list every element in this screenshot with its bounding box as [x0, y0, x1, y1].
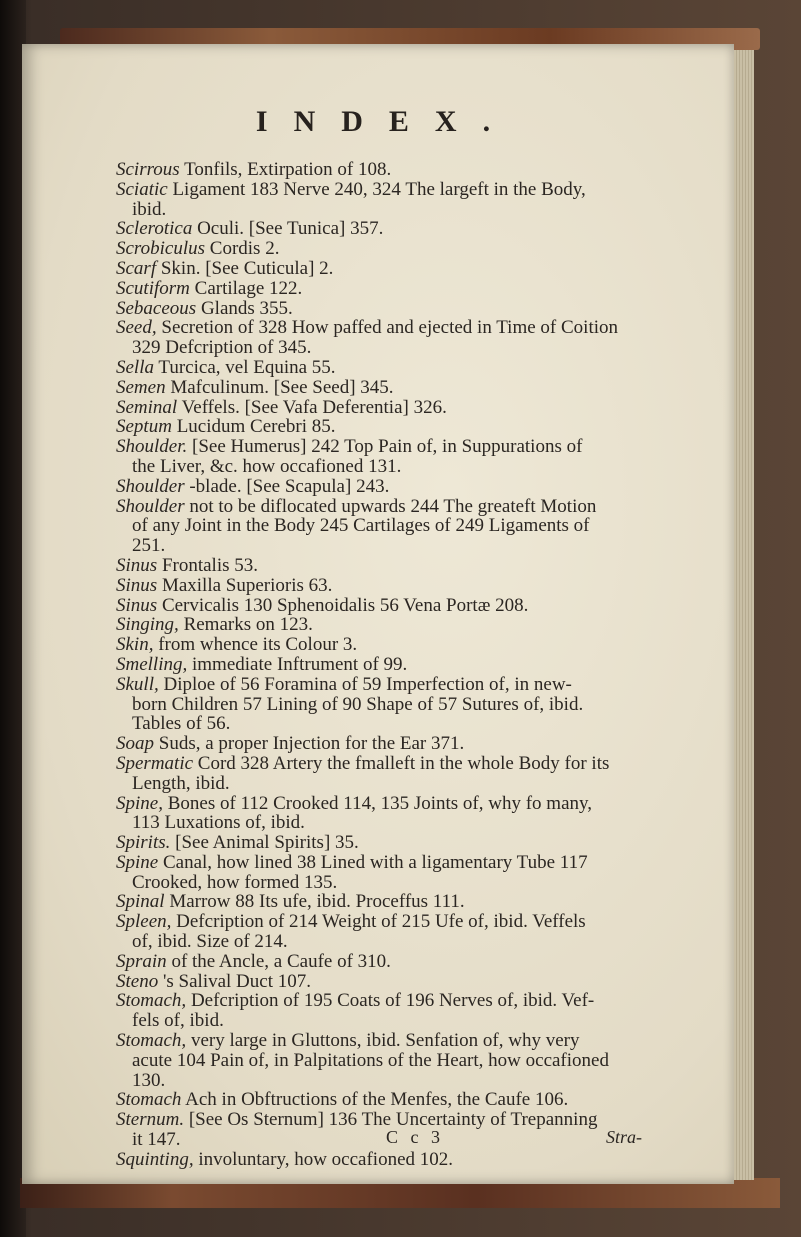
index-entry: [116, 1150, 656, 1170]
entry-term: Seed,: [116, 317, 157, 339]
entry-term: Spinal: [116, 891, 165, 913]
index-entry: [116, 1090, 656, 1110]
entry-text: Maxilla Superioris 63.: [161, 574, 333, 596]
entry-term: Sella: [116, 356, 154, 378]
entry-first-line: [116, 892, 656, 912]
entry-text: from whence its Colour 3.: [158, 634, 358, 656]
entry-first-line: [116, 833, 656, 853]
index-entry: [116, 952, 656, 972]
entry-term: Sprain: [116, 950, 167, 972]
index-entry: [116, 477, 656, 497]
index-entry: [116, 417, 656, 437]
entry-first-line: [116, 318, 656, 338]
entry-text: Tables of 56.: [132, 713, 231, 735]
entry-first-line: [116, 615, 656, 635]
entry-term: Shoulder: [116, 495, 185, 517]
entry-term: Sinus: [116, 554, 158, 576]
index-entry: [116, 279, 656, 299]
index-entry: [116, 853, 656, 893]
entry-text: Tonfils, Extirpation of 108.: [184, 159, 392, 180]
entry-term: Singing,: [116, 614, 179, 636]
page-header: INDEX.: [255, 105, 517, 138]
entry-text: fels of, ibid.: [132, 1010, 224, 1032]
entry-text: 's Salival Duct 107.: [162, 970, 311, 992]
entry-term: Septum: [116, 416, 172, 438]
entry-term: Seminal: [116, 396, 178, 418]
entry-continuation-line: [116, 338, 656, 358]
entry-text: Defcription of 195 Coats of 196 Nerves of, ibid. Vef-: [190, 990, 595, 1012]
entry-text: Canal, how lined 38 Lined with a ligamentary Tube 117: [162, 851, 588, 873]
entry-first-line: [116, 675, 656, 695]
entry-first-line: [116, 734, 656, 754]
entry-text: of any Joint in the Body 245 Cartilages of 249 Ligaments of: [132, 515, 590, 537]
entry-term: Sinus: [116, 574, 158, 596]
index-entry: [116, 398, 656, 418]
entry-text: Cord 328 Artery the fmalleft in the whole Body for its: [197, 752, 610, 774]
entry-first-line: [116, 655, 656, 675]
entry-term: Spine: [116, 851, 159, 873]
index-entry: [116, 991, 656, 1031]
entry-continuation-line: [116, 457, 656, 477]
page-fore-edge: [734, 50, 754, 1180]
index-entry: [116, 1031, 656, 1090]
entry-first-line: [116, 952, 656, 972]
entry-text: Glands 355.: [200, 297, 293, 319]
entry-text: Secretion of 328 How paffed and ejected in Time of Coition: [161, 317, 618, 339]
entry-term: Spleen,: [116, 911, 172, 933]
entry-first-line: [116, 477, 656, 497]
entry-first-line: [116, 219, 656, 239]
entry-text: 329 Defcription of 345.: [132, 337, 312, 359]
entry-text: Length, ibid.: [132, 772, 230, 794]
entry-first-line: [116, 437, 656, 457]
entry-first-line: [116, 497, 656, 517]
entry-text: very large in Gluttons, ibid. Senfation of, why very: [190, 1030, 580, 1052]
entry-term: Shoulder.: [116, 436, 188, 458]
entry-term: Soap: [116, 733, 154, 755]
entry-text: of the Ancle, a Caufe of 310.: [171, 950, 391, 972]
entry-first-line: [116, 596, 656, 616]
entry-text: [See Humerus] 242 Top Pain of, in Suppurations of: [192, 436, 583, 458]
entry-first-line: [116, 853, 656, 873]
entry-text: 113 Luxations of, ibid.: [132, 812, 305, 834]
index-entry: [116, 437, 656, 477]
entry-continuation-line: [116, 873, 656, 893]
entry-text: Skin. [See Cuticula] 2.: [160, 257, 334, 279]
entry-text: Diploe of 56 Foramina of 59 Imperfection of, in new-: [163, 673, 572, 695]
index-entry: [116, 635, 656, 655]
entry-text: 251.: [132, 535, 166, 557]
entry-first-line: [116, 1031, 656, 1051]
index-entry: [116, 239, 656, 259]
entry-text: Cartilage 122.: [194, 277, 303, 299]
index-entry: [116, 556, 656, 576]
entry-text: Ach in Obftructions of the Menfes, the Caufe 106.: [185, 1089, 569, 1111]
entry-continuation-line: [116, 1011, 656, 1031]
entry-term: Scutiform: [116, 277, 190, 299]
entry-first-line: [116, 279, 656, 299]
entry-text: the Liver, &c. how occafioned 131.: [132, 455, 402, 477]
entry-term: Semen: [116, 376, 166, 398]
entry-text: immediate Inftrument of 99.: [192, 653, 408, 675]
entry-text: not to be diflocated upwards 244 The greateft Motion: [189, 495, 597, 517]
entry-term: Sinus: [116, 594, 158, 616]
entry-continuation-line: [116, 695, 656, 715]
index-entry: [116, 615, 656, 635]
entry-term: Steno: [116, 970, 159, 992]
index-entry: [116, 180, 656, 220]
entry-first-line: [116, 556, 656, 576]
entry-text: [See Animal Spirits] 35.: [175, 832, 359, 854]
entry-term: Stomach,: [116, 1030, 187, 1052]
entry-term: Shoulder: [116, 475, 185, 497]
entry-continuation-line: [116, 200, 656, 220]
entry-first-line: [116, 1090, 656, 1110]
entry-first-line: [116, 180, 656, 200]
entry-term: Stomach: [116, 1089, 182, 1111]
index-entry: [116, 675, 656, 734]
index-entry: [116, 734, 656, 754]
entry-text: Remarks on 123.: [183, 614, 313, 636]
entry-first-line: [116, 912, 656, 932]
entry-first-line: [116, 160, 656, 180]
catchword: Stra-: [606, 1127, 642, 1147]
entry-text: Oculi. [See Tunica] 357.: [197, 218, 384, 240]
entry-term: Skin,: [116, 634, 154, 656]
entry-text: involuntary, how occafioned 102.: [198, 1148, 454, 1170]
entry-text: Suds, a proper Injection for the Ear 371.: [158, 733, 465, 755]
entry-first-line: [116, 398, 656, 418]
entry-text: Defcription of 214 Weight of 215 Ufe of, ibid. Veffels: [176, 911, 586, 933]
entry-text: ibid.: [132, 198, 167, 220]
index-entry: [116, 318, 656, 358]
index-entry: [116, 259, 656, 279]
index-entry: [116, 892, 656, 912]
entry-text: born Children 57 Lining of 90 Shape of 57 Sutures of, ibid.: [132, 693, 584, 715]
index-entry: [116, 754, 656, 794]
entry-term: Spine,: [116, 792, 163, 814]
entry-first-line: [116, 635, 656, 655]
entry-text: Mafculinum. [See Seed] 345.: [170, 376, 394, 398]
entry-first-line: [116, 576, 656, 596]
entry-continuation-line: [116, 813, 656, 833]
entry-text: Frontalis 53.: [161, 554, 258, 576]
entry-term: Spirits.: [116, 832, 171, 854]
entry-continuation-line: [116, 516, 656, 536]
entry-term: Smelling,: [116, 653, 188, 675]
index-entry: [116, 794, 656, 834]
index-entry: [116, 655, 656, 675]
entry-first-line: [116, 1150, 656, 1170]
index-entry: [116, 219, 656, 239]
entry-continuation-line: [116, 536, 656, 556]
entry-first-line: [116, 299, 656, 319]
signature-mark: C c 3: [386, 1127, 444, 1147]
index-entry: [116, 299, 656, 319]
entry-continuation-line: [116, 714, 656, 734]
index-entry: [116, 378, 656, 398]
entry-text: Turcica, vel Equina 55.: [158, 356, 336, 378]
index-entry: [116, 576, 656, 596]
entry-text: [See Os Sternum] 136 The Uncertainty of Trepanning: [188, 1109, 598, 1131]
index-entry: [116, 833, 656, 853]
entry-text: Marrow 88 Its ufe, ibid. Proceffus 111.: [169, 891, 465, 913]
entry-term: Sclerotica: [116, 218, 193, 240]
entry-term: Scarf: [116, 257, 157, 279]
index-entries: [116, 160, 656, 1170]
entry-text: Ligament 183 Nerve 240, 324 The largeft in the Body,: [172, 178, 586, 200]
entry-first-line: [116, 417, 656, 437]
entry-term: Skull,: [116, 673, 159, 695]
entry-text: Bones of 112 Crooked 114, 135 Joints of, why fo many,: [167, 792, 593, 814]
entry-continuation-line: [116, 774, 656, 794]
entry-text: Crooked, how formed 135.: [132, 871, 338, 893]
index-entry: [116, 497, 656, 556]
entry-first-line: [116, 358, 656, 378]
entry-first-line: [116, 794, 656, 814]
entry-text: of, ibid. Size of 214.: [132, 931, 288, 953]
entry-continuation-line: [116, 1051, 656, 1071]
entry-continuation-line: [116, 1071, 656, 1091]
entry-first-line: [116, 259, 656, 279]
entry-text: it 147.: [132, 1129, 181, 1151]
entry-term: Squinting,: [116, 1148, 194, 1170]
entry-text: Veffels. [See Vafa Deferentia] 326.: [181, 396, 447, 418]
entry-text: Lucidum Cerebri 85.: [176, 416, 336, 438]
entry-text: -blade. [See Scapula] 243.: [189, 475, 390, 497]
entry-text: acute 104 Pain of, in Palpitations of the Heart, how occafioned: [132, 1049, 609, 1071]
entry-text: Cervicalis 130 Sphenoidalis 56 Vena Portæ 208.: [161, 594, 529, 616]
entry-first-line: [116, 754, 656, 774]
index-entry: [116, 596, 656, 616]
index-entry: [116, 160, 656, 180]
entry-term: Sternum.: [116, 1109, 185, 1131]
index-entry: [116, 358, 656, 378]
entry-term: Sebaceous: [116, 297, 197, 319]
entry-text: Cordis 2.: [209, 238, 280, 260]
index-entry: [116, 972, 656, 992]
entry-term: Sciatic: [116, 178, 168, 200]
entry-first-line: [116, 972, 656, 992]
entry-term: Scirrous: [116, 159, 180, 180]
entry-text: 130.: [132, 1069, 166, 1091]
entry-first-line: [116, 239, 656, 259]
entry-first-line: [116, 378, 656, 398]
index-entry: [116, 912, 656, 952]
entry-term: Spermatic: [116, 752, 194, 774]
entry-term: Stomach,: [116, 990, 187, 1012]
entry-term: Scrobiculus: [116, 238, 206, 260]
entry-first-line: [116, 991, 656, 1011]
entry-continuation-line: [116, 932, 656, 952]
